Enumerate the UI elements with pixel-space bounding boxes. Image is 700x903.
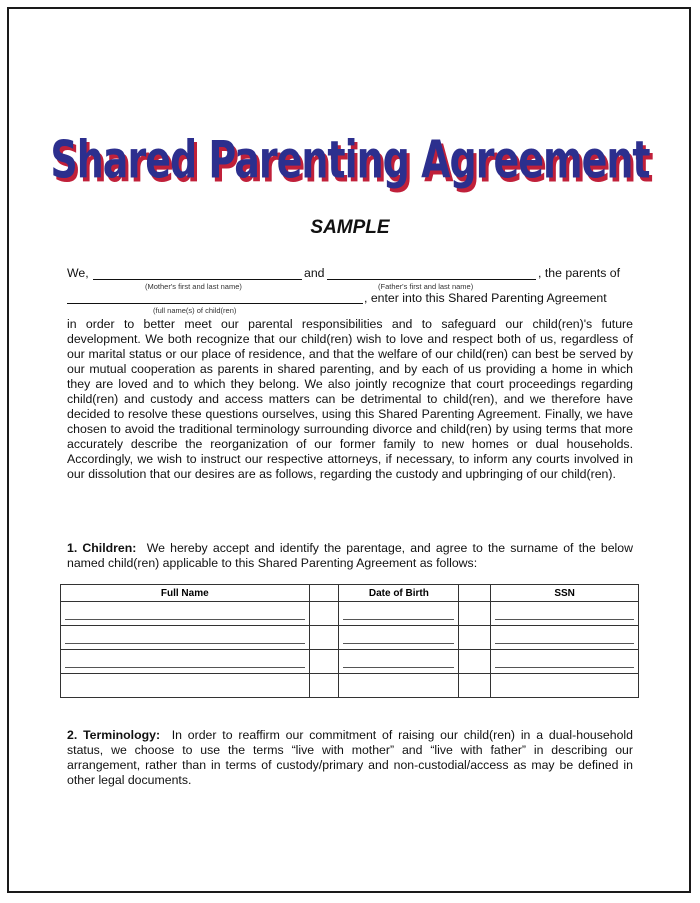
intro-body [67,317,633,482]
document-subtitle: SAMPLE [310,217,390,238]
intro-enter-into: , enter into this Shared Parenting Agreement [364,291,607,305]
ssn-cell[interactable] [491,626,639,650]
header-full-name: Full Name [61,585,310,602]
intro-parents-of: , the parents of [538,266,621,280]
father-name-line[interactable] [327,279,536,280]
section-terminology [67,728,633,788]
section-children [67,541,633,571]
intro-we: We, [67,266,89,280]
date-of-birth-cell[interactable] [339,626,459,650]
header-spacer [459,585,491,602]
father-name-caption: (Father's first and last name) [378,282,474,291]
intro-and: and [304,266,325,280]
spacer-cell [309,650,339,674]
section-children-heading: 1. Children: [67,541,137,555]
spacer-cell [459,602,491,626]
table-row [61,674,639,698]
date-of-birth-cell[interactable] [339,650,459,674]
spacer-cell [309,626,339,650]
document-title: Shared Parenting Agreement [50,130,650,190]
mother-name-line[interactable] [93,279,302,280]
mother-name-caption: (Mother's first and last name) [145,282,242,291]
date-of-birth-cell[interactable] [339,674,459,698]
full-name-cell[interactable] [61,650,310,674]
header-date-of-birth: Date of Birth [339,585,459,602]
children-names-caption: (full name(s) of child(ren) [153,306,237,315]
table-row [61,626,639,650]
spacer-cell [459,650,491,674]
full-name-cell[interactable] [61,602,310,626]
spacer-cell [459,626,491,650]
date-of-birth-cell[interactable] [339,602,459,626]
header-spacer [309,585,339,602]
children-table [60,584,639,698]
ssn-cell[interactable] [491,650,639,674]
header-ssn: SSN [491,585,639,602]
spacer-cell [309,674,339,698]
table-row [61,650,639,674]
section-terminology-heading: 2. Terminology: [67,728,161,742]
table-header-row [61,585,639,602]
section-children-text: We hereby accept and identify the parentage, and agree to the surname of the below named child(ren) applicable to this Shared Parenting Agreement as follows: [67,541,633,570]
full-name-cell[interactable] [61,674,310,698]
full-name-cell[interactable] [61,626,310,650]
table-row [61,602,639,626]
spacer-cell [309,602,339,626]
ssn-cell[interactable] [491,602,639,626]
ssn-cell[interactable] [491,674,639,698]
children-names-line[interactable] [67,303,363,304]
spacer-cell [459,674,491,698]
intro-body-text: in order to better meet our parental responsibilities and to safeguard our child(ren)'s future development. We both recognize that our child(ren) wish to love and respect both of us, regardless of our marital status or our place of residence, and that the welfare of our child(ren) can best be served by our mutual cooperation as parents in shared parenting, and by each of us providing a home in which they are loved and to which they belong. We also jointly recognize that court proceedings regarding child(ren) and custody and access matters can be detrimental to child(ren), and we therefore have decided to resolve these questions ourselves, using this Shared Parenting Agreement. Finally, we have chosen to avoid the traditional terminology surrounding divorce and child(ren) by using terms that more accurately describe the reorganization of our former family to new homes or dual households. Accordingly, we wish to instruct our respective attorneys, if necessary, to inform any courts involved in our dissolution that our desires are as follows, regarding the custody and upbringing of our child(ren). [67,317,633,481]
section-terminology-text: In order to reaffirm our commitment of raising our child(ren) in a dual-household status, we choose to use the terms “live with mother” and “live with father” in describing our arrangement, rather than in terms of custody/primary and non-custodial/access as may be defined in other legal documents. [67,728,633,787]
